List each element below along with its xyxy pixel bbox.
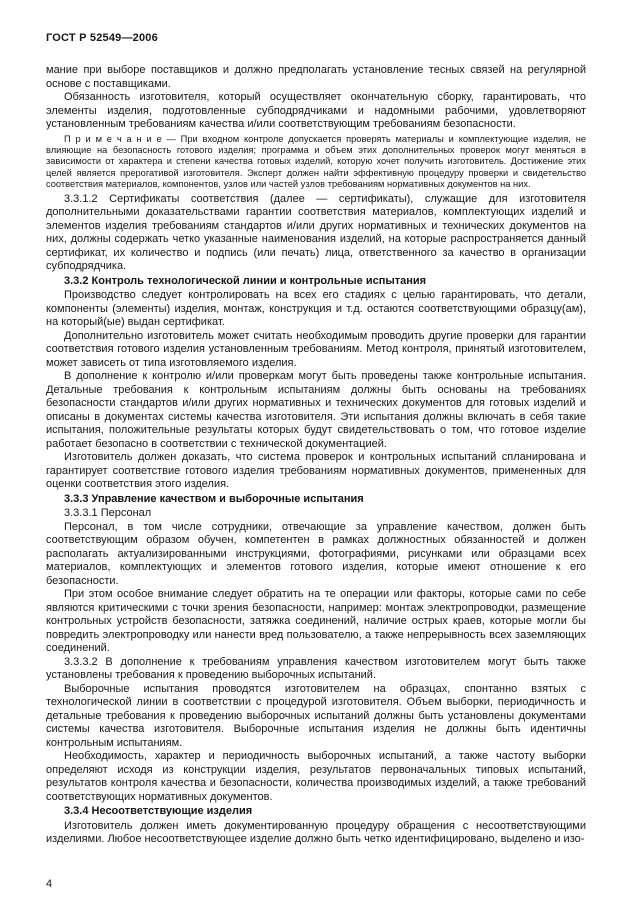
page-number: 4 xyxy=(46,878,53,890)
paragraph: Необходимость, характер и периодичность выборочных испытаний, а также частоту выборки определяют исходя из конструкции изделия, результатов первоначальных типовых испытаний, результатов контроля качества и безопасности, количества производимых изделий, а также требований соответствующих нормативных документов. xyxy=(46,750,586,803)
paragraph: Выборочные испытания проводятся изготовителем на образцах, спонтанно взятых с технологической линии в соответствии с процедурой изготовителя. Объем выборки, периодичность и детальные требования к проведению выборочных испытаний должны быть установлены документами системы качества изготовителя. Выборочные испытания изделия не должны быть идентичны контрольным испытаниям. xyxy=(46,682,586,749)
paragraph: Изготовитель должен иметь документированную процедуру обращения с несоответствующими изделиями. Любое несоответствующее изделие должно быть четко идентифицировано, выделено и изо- xyxy=(46,819,586,846)
paragraph: Обязанность изготовителя, который осуществляет окончательную сборку, гарантировать, что элементы изделия, подготовленные субподрядчиками и надомными рабочими, удовлетворяют установленным требованиям качества и/или соответствующим требованиям безопасности. xyxy=(46,91,586,130)
paragraph: В дополнение к контролю и/или проверкам могут быть проведены также контрольные испытания. Детальные требования к контрольным испытаниям должны быть основаны на требованиях безопасности стандартов и/или других нормативных и технических документов для готовых изделий и описаны в документах системы качества изготовителя. Эти испытания должны включать в себя такие испытания, положительные результаты которых будут свидетельствовать о том, что готовое изделие работает безопасно в соответствии с технической документацией. xyxy=(46,370,586,450)
section-heading: 3.3.4 Несоответствующие изделия xyxy=(64,805,253,818)
document-body xyxy=(46,64,586,847)
note-paragraph: П р и м е ч а н и е — При входном контроле допускается проверять материалы и комплектующие изделия, не влияющие на безопасность готового изделия; программа и объем этих дополнительных проверок могут меняться в зависимости от характера и степени качества готовых изделий, которую хочет получить изготовитель. Достижение этих целей является прерогативой изготовителя. Эксперт должен найти эффективную процедуру проверки и свидетельство соответствия материалов, компонентов, узлов или частей узлов требованиям нормативных документов на них. xyxy=(46,133,586,190)
paragraph: Персонал, в том числе сотрудники, отвечающие за управление качеством, должен быть соответствующим образом обучен, компетентен в рамках должностных обязанностей и должен располагать актуализированными инструкциями, фотографиями, рисунками или образцами всех материалов, комплектующих и элементов готового изделия, которые имеют отношение к его безопасности. xyxy=(46,520,586,587)
paragraph: Дополнительно изготовитель может считать необходимым проводить другие проверки для гарантии соответствия готового изделия установленным требованиям. Метод контроля, принятый изготовителем, может зависеть от типа изготовляемого изделия. xyxy=(46,329,586,369)
paragraph: 3.3.3.2 В дополнение к требованиям управления качеством изготовителем могут быть также установлены требования к проведению выборочных испытаний. xyxy=(46,655,586,682)
paragraph-continuation: мание при выборе поставщиков и должно предполагать установление тесных связей на регулярной основе с поставщиками. xyxy=(46,64,586,90)
section-heading: 3.3.2 Контроль технологической линии и контрольные испытания xyxy=(64,274,427,287)
paragraph: 3.3.1.2 Сертификаты соответствия (далее — сертификаты), служащие для изготовителя дополнительными доказательствами гарантии соответствия материалов, комплектующих изделий и элементов изделия требованиям стандартов и/или других нормативных и технических документов на них, должны содержать четко указанные наименования изделий, на которые распространяется данный сертификат, их количество и подпись (или печать) лица, ответственного за качество в организации субподрядчика. xyxy=(46,192,586,273)
section-heading: 3.3.3 Управление качеством и выборочные испытания xyxy=(64,492,364,505)
doc-header xyxy=(46,32,586,44)
paragraph: Изготовитель должен доказать, что система проверок и контрольных испытаний спланирована и гарантирует соответствие готового изделия требованиям нормативных документов, примененных для оценки соответствия этого изделия. xyxy=(46,451,586,491)
paragraph: Производство следует контролировать на всех его стадиях с целью гарантировать, что детали, компоненты (элементы) изделия, монтаж, конструкция и т.д. остаются соответствующими образцу(ам), на который(ые) выдан сертификат. xyxy=(46,289,586,329)
paragraph: 3.3.3.1 Персонал xyxy=(64,507,152,520)
doc-number: ГОСТ Р 52549—2006 xyxy=(46,32,158,44)
paragraph: При этом особое внимание следует обратить на те операции или факторы, которые сами по себе являются критическими с точки зрения безопасности, например: монтаж электропроводки, размещение контрольных устройств безопасности, затяжка соединений, наличие острых краев, которые могли бы повредить электропроводку или нанести вред пользователю, а также непрерывность всех заземляющих соединений. xyxy=(46,588,586,655)
